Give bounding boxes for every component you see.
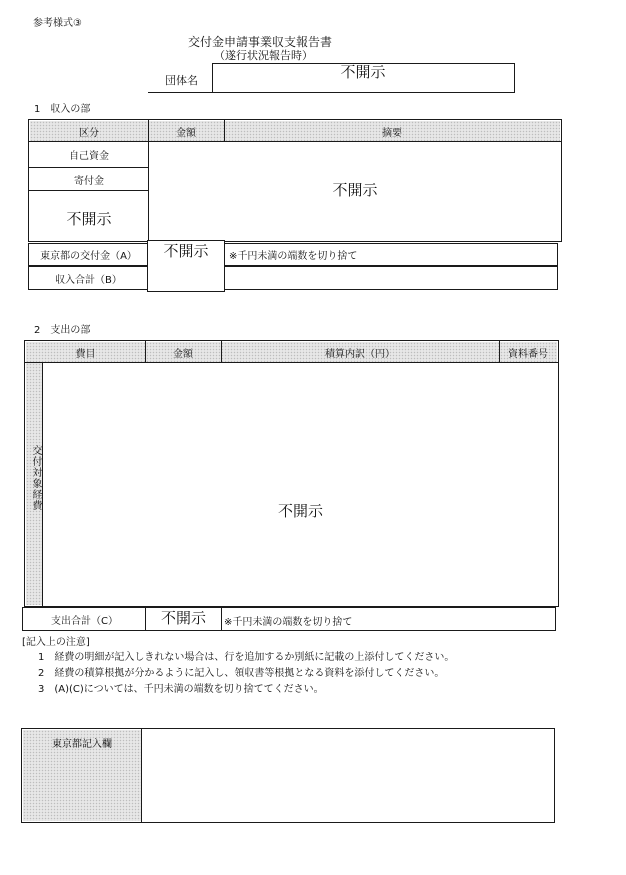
expense-col-amount: 金額 bbox=[173, 348, 193, 360]
expense-redacted-body: 不開示 bbox=[277, 501, 323, 520]
expense-col-doc-no: 資料番号 bbox=[508, 348, 548, 360]
org-label-underline bbox=[148, 92, 214, 93]
org-name-field[interactable] bbox=[212, 63, 515, 93]
expense-total-note: ※千円未満の端数を切り捨て bbox=[224, 617, 353, 628]
expense-side-divider bbox=[42, 362, 43, 607]
income-redacted-row: 不開示 bbox=[66, 209, 112, 228]
grant-amount: 不開示 bbox=[163, 241, 209, 260]
expense-total-label: 支出合計（C） bbox=[51, 615, 118, 627]
grant-note: ※千円未満の端数を切り捨て bbox=[229, 251, 358, 262]
expense-total-divider-2 bbox=[221, 607, 222, 631]
form-label: 参考様式③ bbox=[33, 18, 82, 29]
notes-heading: [記入上の注意] bbox=[22, 637, 90, 648]
income-col-category: 区分 bbox=[79, 127, 99, 139]
expense-header-divider bbox=[24, 362, 559, 363]
expense-col-item: 費目 bbox=[75, 348, 96, 360]
org-name-value: 不開示 bbox=[340, 62, 386, 81]
expense-total-amount: 不開示 bbox=[160, 608, 206, 627]
note-item-1: 1 経費の明細が記入しきれない場合は、行を追加するか別紙に記載の上添付してください。 bbox=[38, 652, 455, 663]
expense-side-label: 交付対象経費 bbox=[30, 445, 41, 511]
income-total-label: 収入合計（B） bbox=[55, 274, 122, 286]
page-subtitle: （遂行状況報告時） bbox=[214, 49, 313, 62]
note-item-3: 3 (A)(C)については、千円未満の端数を切り捨ててください。 bbox=[38, 684, 324, 695]
tokyo-entry-field[interactable] bbox=[143, 730, 553, 821]
income-row-own-funds: 自己資金 bbox=[69, 151, 109, 162]
tokyo-box-label: 東京都記入欄 bbox=[52, 738, 112, 750]
tokyo-box-divider bbox=[141, 728, 142, 823]
page-title: 交付金申請事業収支報告書 bbox=[188, 35, 333, 49]
note-item-2: 2 経費の積算根拠が分かるように記入し、領収書等根拠となる資料を添付してください。 bbox=[38, 668, 445, 679]
expense-table bbox=[24, 340, 559, 607]
income-heading: 1 収入の部 bbox=[34, 104, 91, 115]
org-label: 団体名 bbox=[165, 74, 198, 87]
expense-heading: 2 支出の部 bbox=[34, 325, 91, 336]
income-row-divider-2 bbox=[28, 190, 149, 191]
income-redacted-summary: 不開示 bbox=[332, 180, 378, 199]
grant-label: 東京都の交付金（A） bbox=[40, 251, 137, 262]
income-col-amount: 金額 bbox=[176, 127, 196, 139]
income-row-donations: 寄付金 bbox=[74, 175, 104, 187]
income-col-summary: 摘要 bbox=[382, 127, 402, 139]
expense-col-breakdown: 積算内訳（円） bbox=[325, 348, 395, 360]
